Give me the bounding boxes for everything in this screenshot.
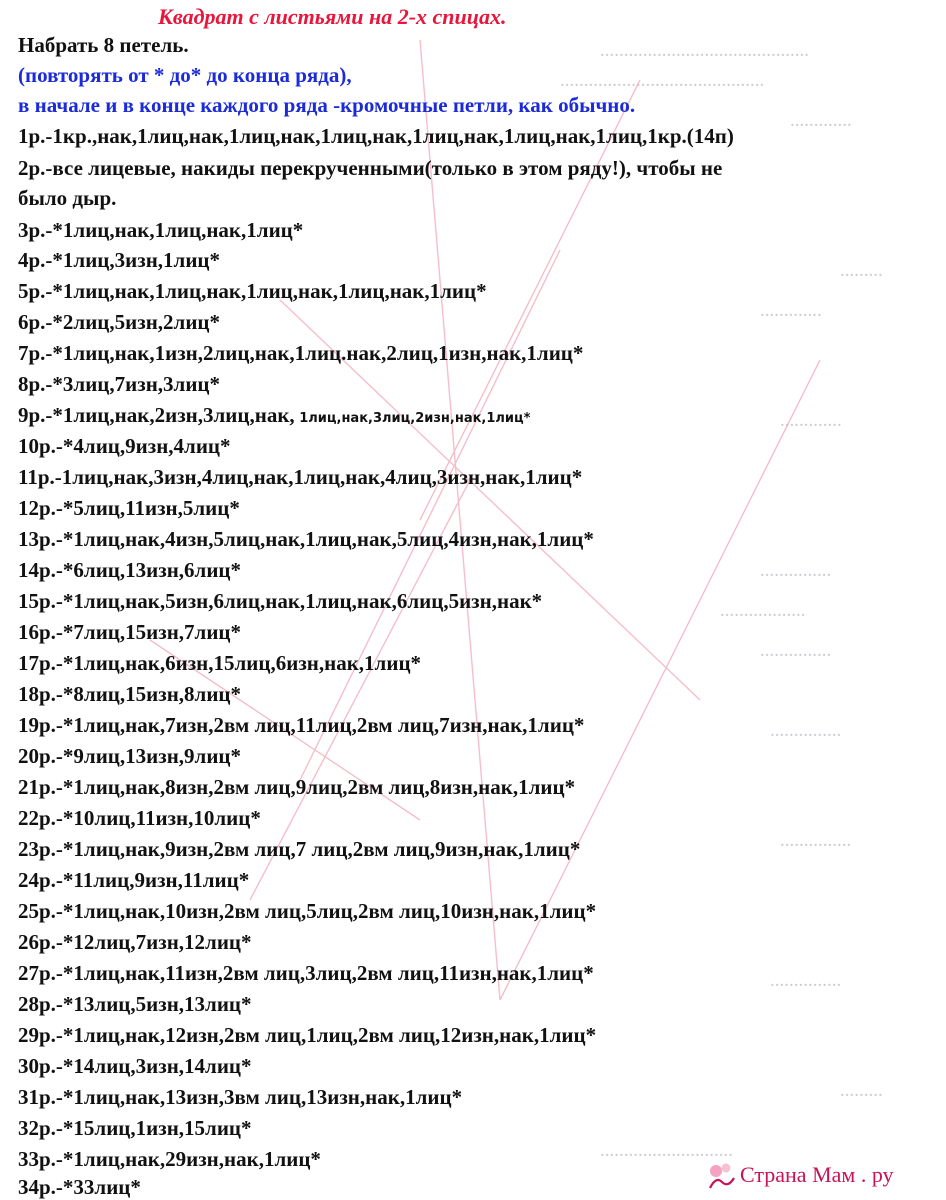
row-32: 32р.-*15лиц,1изн,15лиц*	[18, 1116, 252, 1140]
row-13: 13р.-*1лиц,нак,4изн,5лиц,нак,1лиц,нак,5лиц,4изн,нак,1лиц*	[18, 527, 594, 551]
row-23: 23р.-*1лиц,нак,9изн,2вм лиц,7 лиц,2вм лиц,9изн,нак,1лиц*	[18, 837, 581, 861]
row-9-main: 9р.-*1лиц,нак,2изн,3лиц,нак,	[18, 403, 295, 427]
row-2-continued: было дыр.	[18, 186, 117, 210]
row-22: 22р.-*10лиц,11изн,10лиц*	[18, 806, 261, 830]
row-7: 7р.-*1лиц,нак,1изн,2лиц,нак,1лиц.нак,2лиц,1изн,нак,1лиц*	[18, 341, 584, 365]
row-29: 29р.-*1лиц,нак,12изн,2вм лиц,1лиц,2вм лиц,12изн,нак,1лиц*	[18, 1023, 597, 1047]
row-9	[18, 403, 530, 428]
row-2: 2р.-все лицевые, накиды перекрученными(только в этом ряду!), чтобы не	[18, 156, 723, 180]
cast-on-line: Набрать 8 петель.	[18, 33, 189, 57]
watermark: Страна Мам . ру	[740, 1162, 894, 1187]
row-1: 1р.-1кр.,нак,1лиц,нак,1лиц,нак,1лиц,нак,1лиц,нак,1лиц,нак,1лиц,1кр.(14п)	[18, 124, 734, 148]
row-27: 27р.-*1лиц,нак,11изн,2вм лиц,3лиц,2вм лиц,11изн,нак,1лиц*	[18, 961, 594, 985]
page-title: Квадрат с листьями на 2-х спицах.	[158, 4, 507, 29]
row-3: 3р.-*1лиц,нак,1лиц,нак,1лиц*	[18, 218, 304, 242]
row-11: 11р.-1лиц,нак,3изн,4лиц,нак,1лиц,нак,4лиц,3изн,нак,1лиц*	[18, 465, 583, 489]
row-28: 28р.-*13лиц,5изн,13лиц*	[18, 992, 252, 1016]
background-show-through: ............................................ ........................................... ............. ......... ............. ............. ............... .................. ............... ............... ............... ............... ......... ............................	[560, 40, 883, 1161]
row-6: 6р.-*2лиц,5изн,2лиц*	[18, 310, 221, 334]
row-25: 25р.-*1лиц,нак,10изн,2вм лиц,5лиц,2вм лиц,10изн,нак,1лиц*	[18, 899, 597, 923]
row-8: 8р.-*3лиц,7изн,3лиц*	[18, 372, 221, 396]
row-19: 19р.-*1лиц,нак,7изн,2вм лиц,11лиц,2вм лиц,7изн,нак,1лиц*	[18, 713, 585, 737]
row-10: 10р.-*4лиц,9изн,4лиц*	[18, 434, 231, 458]
repeat-note: (повторять от * до* до конца ряда),	[18, 63, 352, 87]
row-18: 18р.-*8лиц,15изн,8лиц*	[18, 682, 242, 706]
row-30: 30р.-*14лиц,3изн,14лиц*	[18, 1054, 252, 1078]
row-26: 26р.-*12лиц,7изн,12лиц*	[18, 930, 252, 954]
row-16: 16р.-*7лиц,15изн,7лиц*	[18, 620, 242, 644]
row-24: 24р.-*11лиц,9изн,11лиц*	[18, 868, 250, 892]
row-31: 31р.-*1лиц,нак,13изн,3вм лиц,13изн,нак,1лиц*	[18, 1085, 463, 1109]
row-15: 15р.-*1лиц,нак,5изн,6лиц,нак,1лиц,нак,6лиц,5изн,нак*	[18, 589, 543, 613]
site-logo-icon	[704, 1158, 738, 1192]
row-17: 17р.-*1лиц,нак,6изн,15лиц,6изн,нак,1лиц*	[18, 651, 422, 675]
row-20: 20р.-*9лиц,13изн,9лиц*	[18, 744, 242, 768]
row-12: 12р.-*5лиц,11изн,5лиц*	[18, 496, 240, 520]
row-21: 21р.-*1лиц,нак,8изн,2вм лиц,9лиц,2вм лиц,8изн,нак,1лиц*	[18, 775, 576, 799]
row-14: 14р.-*6лиц,13изн,6лиц*	[18, 558, 242, 582]
edge-stitch-note: в начале и в конце каждого ряда -кромочные петли, как обычно.	[18, 93, 636, 117]
row-33: 33р.-*1лиц,нак,29изн,нак,1лиц*	[18, 1147, 321, 1171]
row-4: 4р.-*1лиц,3изн,1лиц*	[18, 248, 221, 272]
row-34: 34р.-*33лиц*	[18, 1175, 141, 1199]
row-5: 5р.-*1лиц,нак,1лиц,нак,1лиц,нак,1лиц,нак,1лиц*	[18, 279, 487, 303]
row-9-tail: 1лиц,нак,3лиц,2изн,нак,1лиц*	[294, 411, 531, 426]
